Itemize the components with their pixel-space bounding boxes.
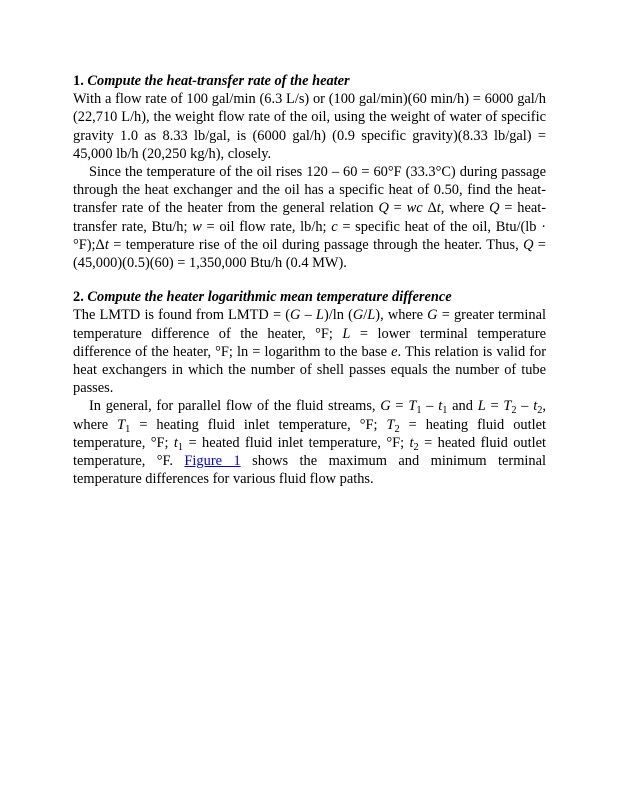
figure-1-link[interactable]: Figure 1 [184, 453, 241, 470]
section-1-paragraph-1: With a flow rate of 100 gal/min (6.3 L/s) or (100 gal/min)(60 min/h) = 6000 gal/h (22,710 L/h), the weight flow rate of the oil, using the weight of water of specific gravity 1.0 as 8.33 lb/gal, is (6000 gal/h) (0.9 specific gravity)(8.33 lb/gal) = 45,000 lb/h (20,250 kg/h), closely. [73, 91, 546, 162]
section-1-heading [73, 72, 546, 90]
section-spacer [73, 272, 546, 288]
section-2-paragraph-1: The LMTD is found from LMTD = (G – L)/ln (G/L), where G = greater terminal temperature difference of the heater, °F; L = lower terminal temperature difference of the heater, °F; ln = logarithm to the base e. This relation is valid for heat exchangers in which the number of shell passes equals the number of tube passes. [73, 307, 547, 397]
section-2-heading [73, 288, 546, 306]
section-2-paragraph-2: In general, for parallel flow of the fluid streams, $G = T_1 - t_1$ and $L = T_2 - t_2$, where $T_1$ = heating fluid inlet temperature, °F; $T_2$ = heating fluid outlet temperature, °F; $t_1$ = heated fluid inlet temperature, °F; $t_2$ = heated fluid outlet temperature, °F. Figure 1 shows the maximum and minimum terminal temperature differences for various fluid flow paths. [73, 398, 547, 488]
document-body [73, 72, 546, 488]
section-2-title: Compute the heater logarithmic mean temperature difference [87, 289, 452, 306]
section-2-number: 2. [73, 289, 84, 306]
section-1-number: 1. [73, 73, 84, 89]
section-1-paragraph-2: Since the temperature of the oil rises 120 – 60 = 60°F (33.3°C) during passage through the heat exchanger and the oil has a specific heat of 0.50, find the heat-transfer rate of the heater from the general relation Q = wc Δt, where Q = heat-transfer rate, Btu/h; w = oil flow rate, lb/h; c = specific heat of the oil, Btu/(lb · °F);Δt = temperature rise of the oil during passage through the heater. Thus, Q = (45,000)(0.5)(60) = 1,350,000 Btu/h (0.4 MW). [73, 164, 547, 272]
section-1-title: Compute the heat-transfer rate of the heater [87, 73, 350, 89]
